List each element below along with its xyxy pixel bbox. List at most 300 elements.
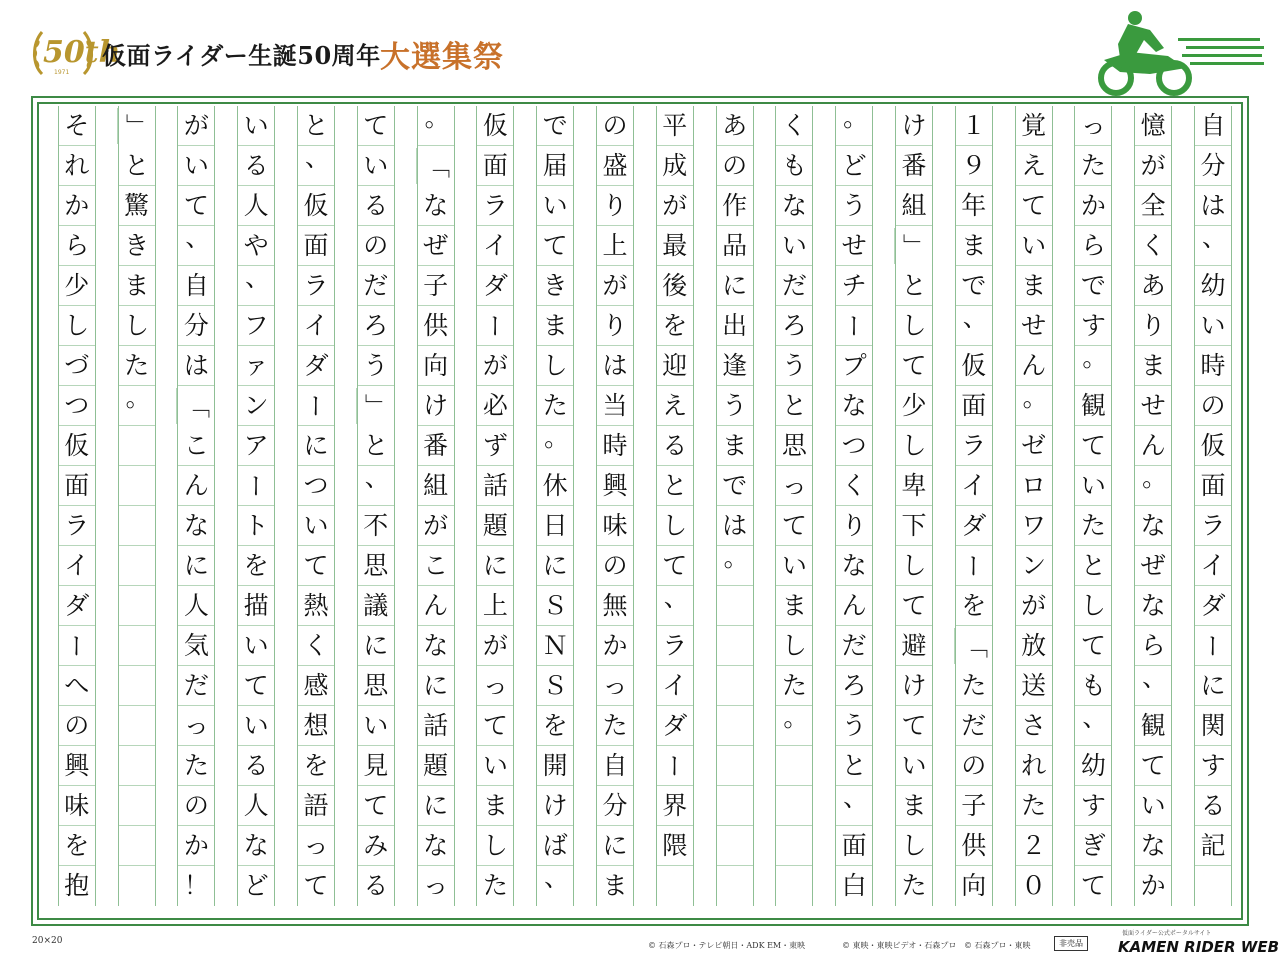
- manuscript-cell: 気: [178, 626, 214, 666]
- manuscript-cell: て: [298, 546, 334, 586]
- manuscript-cell: ト: [238, 506, 274, 546]
- manuscript-cell: 仮: [298, 186, 334, 226]
- manuscript-cell: た: [1075, 506, 1111, 546]
- manuscript-cell: 「: [954, 628, 994, 664]
- manuscript-column: [536, 106, 574, 906]
- manuscript-cell: 仮: [956, 346, 992, 386]
- manuscript-cell: た: [956, 666, 992, 706]
- manuscript-cell: て: [358, 786, 394, 826]
- manuscript-cell: 。: [1135, 466, 1171, 506]
- manuscript-cell: ら: [1135, 626, 1171, 666]
- manuscript-cell: り: [597, 186, 633, 226]
- manuscript-cell: 自: [1195, 106, 1231, 146]
- manuscript-column: [357, 106, 395, 906]
- manuscript-column: [237, 106, 275, 906]
- manuscript-cell: ん: [178, 466, 214, 506]
- manuscript-cell: く: [776, 106, 812, 146]
- manuscript-cell: が: [1135, 146, 1171, 186]
- manuscript-cell: ー: [956, 546, 992, 586]
- manuscript-cell: た: [776, 666, 812, 706]
- manuscript-cell: 避: [896, 626, 932, 666]
- manuscript-cell: は: [178, 346, 214, 386]
- manuscript-cell: か: [1140, 871, 1166, 900]
- manuscript-cell: す: [1195, 746, 1231, 786]
- manuscript-column: [775, 106, 813, 906]
- manuscript-cell: て: [896, 706, 932, 746]
- manuscript-cell: ９: [956, 146, 992, 186]
- manuscript-cell: し: [537, 346, 573, 386]
- manuscript-cell: 熱: [298, 586, 334, 626]
- manuscript-cell: イ: [298, 306, 334, 346]
- manuscript-cell: へ: [59, 666, 95, 706]
- manuscript-cell: ま: [717, 426, 753, 466]
- manuscript-cell: こ: [418, 546, 454, 586]
- manuscript-cell: れ: [1016, 746, 1052, 786]
- manuscript-cell: に: [1195, 666, 1231, 706]
- manuscript-cell: も: [1075, 666, 1111, 706]
- manuscript-cell: 人: [238, 186, 274, 226]
- manuscript-cell: 、: [1135, 666, 1171, 706]
- manuscript-cell: ワ: [1016, 506, 1052, 546]
- manuscript-cell: ま: [776, 586, 812, 626]
- manuscript-cell: に: [717, 266, 753, 306]
- manuscript-column: [656, 106, 694, 906]
- manuscript-cell: 幼: [1075, 746, 1111, 786]
- manuscript-cell: て: [896, 346, 932, 386]
- manuscript-cell: ろ: [358, 306, 394, 346]
- manuscript-cell: い: [238, 626, 274, 666]
- manuscript-cell: つ: [836, 426, 872, 466]
- manuscript-cell: の: [178, 786, 214, 826]
- manuscript-cell: ぜ: [1135, 546, 1171, 586]
- manuscript-cell: 、: [298, 146, 334, 186]
- manuscript-cell: ダ: [59, 586, 95, 626]
- manuscript-cell: な: [178, 506, 214, 546]
- manuscript-column: [417, 103, 455, 906]
- manuscript-cell: [717, 626, 753, 666]
- manuscript-cell: ん: [836, 586, 872, 626]
- manuscript-cell: り: [1135, 306, 1171, 346]
- manuscript-cell: Ｎ: [537, 626, 573, 666]
- manuscript-cell: と: [298, 106, 334, 146]
- manuscript-cell: ダ: [657, 706, 693, 746]
- manuscript-cell: や: [238, 226, 274, 266]
- manuscript-cell: 人: [178, 586, 214, 626]
- manuscript-cell: に: [537, 546, 573, 586]
- manuscript-cell: い: [1016, 226, 1052, 266]
- manuscript-cell: つ: [59, 386, 95, 426]
- manuscript-cell: も: [776, 146, 812, 186]
- manuscript-cell: 時: [597, 426, 633, 466]
- manuscript-cell: 、: [836, 786, 872, 826]
- manuscript-cell: と: [119, 146, 155, 186]
- manuscript-cell: ん: [1135, 426, 1171, 466]
- manuscript-cell: 必: [477, 386, 513, 426]
- manuscript-cell: ど: [243, 871, 269, 900]
- manuscript-cell: 全: [1135, 186, 1171, 226]
- manuscript-cell: い: [776, 226, 812, 266]
- manuscript-cell: り: [836, 506, 872, 546]
- manuscript-cell: ど: [836, 146, 872, 186]
- manuscript-cell: し: [896, 426, 932, 466]
- manuscript-cell: に: [358, 626, 394, 666]
- manuscript-cell: け: [896, 666, 932, 706]
- manuscript-cell: だ: [956, 706, 992, 746]
- manuscript-cell: あ: [1135, 266, 1171, 306]
- manuscript-cell: ら: [1075, 226, 1111, 266]
- manuscript-cell: 年: [956, 186, 992, 226]
- manuscript-cell: 想: [298, 706, 334, 746]
- manuscript-cell: っ: [477, 666, 513, 706]
- manuscript-cell: っ: [423, 871, 449, 900]
- manuscript-cell: た: [597, 706, 633, 746]
- manuscript-cell: 上: [597, 226, 633, 266]
- manuscript-cell: だ: [776, 266, 812, 306]
- site-logo: KAMEN RIDER WEB: [1118, 938, 1280, 956]
- manuscript-cell: [717, 866, 753, 906]
- manuscript-cell: て: [537, 226, 573, 266]
- manuscript-cell: し: [776, 626, 812, 666]
- manuscript-cell: を: [537, 706, 573, 746]
- copyright-text-2: © 東映・東映ビデオ・石森プロ: [842, 941, 957, 950]
- manuscript-cell: ら: [59, 226, 95, 266]
- anniversary-number: 50th: [43, 35, 121, 70]
- manuscript-cell: 送: [1016, 666, 1052, 706]
- manuscript-cell: 供: [956, 826, 992, 866]
- manuscript-cell: う: [717, 386, 753, 426]
- manuscript-cell: ー: [1195, 626, 1231, 666]
- manuscript-cell: の: [597, 546, 633, 586]
- manuscript-cell: て: [1080, 871, 1106, 900]
- manuscript-cell: そ: [59, 106, 95, 146]
- manuscript-cell: い: [896, 746, 932, 786]
- manuscript-cell: [119, 546, 155, 586]
- manuscript-cell: ン: [238, 386, 274, 426]
- manuscript-cell: て: [238, 666, 274, 706]
- manuscript-column: [58, 106, 96, 906]
- manuscript-cell: 自: [597, 746, 633, 786]
- manuscript-cell: し: [59, 306, 95, 346]
- manuscript-cell: 上: [477, 586, 513, 626]
- paper-size-label: 20×20: [32, 936, 63, 946]
- manuscript-cell: て: [1075, 426, 1111, 466]
- manuscript-cell: ぜ: [418, 226, 454, 266]
- manuscript-cell: た: [1075, 146, 1111, 186]
- manuscript-cell: う: [776, 346, 812, 386]
- manuscript-cell: ー: [298, 386, 334, 426]
- manuscript-cell: し: [1075, 586, 1111, 626]
- manuscript-cell: Ｓ: [537, 666, 573, 706]
- manuscript-cell: 盛: [597, 146, 633, 186]
- manuscript-cell: [119, 866, 155, 906]
- manuscript-cell: ま: [477, 786, 513, 826]
- manuscript-cell: 、: [544, 863, 570, 892]
- manuscript-cell: な: [418, 826, 454, 866]
- manuscript-cell: な: [1135, 506, 1171, 546]
- manuscript-cell: 幼: [1195, 266, 1231, 306]
- manuscript-cell: 分: [1195, 146, 1231, 186]
- manuscript-cell: 作: [717, 186, 753, 226]
- manuscript-cell: い: [238, 706, 274, 746]
- manuscript-cell: 、: [657, 586, 693, 626]
- manuscript-cell: っ: [597, 666, 633, 706]
- manuscript-column: [177, 106, 215, 906]
- manuscript-cell: で: [537, 106, 573, 146]
- manuscript-cell: 逢: [717, 346, 753, 386]
- manuscript-cell: [119, 426, 155, 466]
- manuscript-cell: し: [896, 826, 932, 866]
- manuscript-cell: 抱: [64, 871, 90, 900]
- manuscript-cell: 卑: [896, 466, 932, 506]
- manuscript-cell: 出: [717, 306, 753, 346]
- manuscript-cell: 休: [537, 466, 573, 506]
- manuscript-cell: ァ: [238, 346, 274, 386]
- manuscript-cell: 思: [358, 666, 394, 706]
- manuscript-cell: 、: [358, 466, 394, 506]
- manuscript-cell: た: [178, 746, 214, 786]
- manuscript-cell: つ: [298, 466, 334, 506]
- not-for-sale-badge: 非売品: [1054, 936, 1088, 951]
- manuscript-cell: ー: [238, 466, 274, 506]
- manuscript-cell: ラ: [477, 186, 513, 226]
- manuscript-cell: Ｓ: [537, 586, 573, 626]
- manuscript-cell: ん: [418, 586, 454, 626]
- manuscript-cell: い: [178, 146, 214, 186]
- manuscript-cell: い: [537, 186, 573, 226]
- manuscript-cell: 無: [597, 586, 633, 626]
- manuscript-cell: ！: [183, 871, 209, 900]
- manuscript-cell: ダ: [1195, 586, 1231, 626]
- manuscript-cell: と: [836, 746, 872, 786]
- manuscript-cell: と: [1075, 546, 1111, 586]
- manuscript-cell: た: [482, 871, 508, 900]
- manuscript-column: [1015, 106, 1053, 906]
- manuscript-cell: 少: [59, 266, 95, 306]
- manuscript-cell: 下: [896, 506, 932, 546]
- manuscript-cell: [119, 826, 155, 866]
- motorcycle-rider-icon: [1090, 8, 1268, 100]
- manuscript-cell: せ: [1016, 306, 1052, 346]
- manuscript-cell: 描: [238, 586, 274, 626]
- manuscript-cell: い: [298, 506, 334, 546]
- manuscript-cell: [657, 866, 693, 906]
- manuscript-column: [297, 106, 335, 906]
- manuscript-cell: 。: [1016, 386, 1052, 426]
- manuscript-cell: ん: [1016, 346, 1052, 386]
- manuscript-cell: 観: [1075, 386, 1111, 426]
- manuscript-cell: 自: [178, 266, 214, 306]
- manuscript-cell: 供: [418, 306, 454, 346]
- page-title: 仮面ライダー生誕50周年: [102, 41, 381, 70]
- manuscript-cell: [119, 666, 155, 706]
- manuscript-cell: 。: [717, 546, 753, 586]
- manuscript-cell: い: [1195, 306, 1231, 346]
- manuscript-cell: １: [956, 106, 992, 146]
- manuscript-cell: チ: [836, 266, 872, 306]
- manuscript-grid: [46, 103, 1242, 910]
- manuscript-cell: て: [1135, 746, 1171, 786]
- manuscript-cell: 放: [1016, 626, 1052, 666]
- manuscript-cell: 」: [117, 108, 157, 144]
- manuscript-cell: な: [418, 626, 454, 666]
- manuscript-cell: イ: [956, 466, 992, 506]
- manuscript-cell: ラ: [956, 426, 992, 466]
- manuscript-cell: く: [1135, 226, 1171, 266]
- manuscript-cell: ぎ: [1075, 826, 1111, 866]
- manuscript-cell: 仮: [477, 106, 513, 146]
- manuscript-cell: せ: [1135, 386, 1171, 426]
- manuscript-cell: な: [836, 546, 872, 586]
- manuscript-cell: き: [537, 266, 573, 306]
- manuscript-cell: た: [537, 386, 573, 426]
- manuscript-cell: ラ: [657, 626, 693, 666]
- manuscript-cell: が: [477, 346, 513, 386]
- manuscript-cell: 人: [238, 786, 274, 826]
- manuscript-cell: 。: [776, 706, 812, 746]
- manuscript-cell: 分: [597, 786, 633, 826]
- manuscript-cell: 思: [358, 546, 394, 586]
- manuscript-cell: [119, 586, 155, 626]
- manuscript-cell: [717, 706, 753, 746]
- manuscript-cell: た: [901, 871, 927, 900]
- manuscript-cell: 開: [537, 746, 573, 786]
- manuscript-cell: 面: [477, 146, 513, 186]
- manuscript-cell: に: [418, 786, 454, 826]
- manuscript-cell: く: [298, 626, 334, 666]
- manuscript-cell: は: [1195, 186, 1231, 226]
- manuscript-cell: 子: [956, 786, 992, 826]
- manuscript-cell: [717, 826, 753, 866]
- manuscript-cell: と: [776, 386, 812, 426]
- manuscript-cell: [119, 786, 155, 826]
- manuscript-cell: 向: [961, 871, 987, 900]
- manuscript-cell: で: [956, 266, 992, 306]
- manuscript-cell: 」: [894, 228, 934, 264]
- manuscript-cell: 日: [537, 506, 573, 546]
- manuscript-cell: て: [1016, 186, 1052, 226]
- manuscript-cell: す: [1075, 786, 1111, 826]
- manuscript-cell: り: [597, 306, 633, 346]
- manuscript-cell: る: [238, 146, 274, 186]
- manuscript-cell: [119, 466, 155, 506]
- manuscript-cell: け: [537, 786, 573, 826]
- manuscript-cell: 最: [657, 226, 693, 266]
- manuscript-cell: 覚: [1016, 106, 1052, 146]
- manuscript-cell: か: [59, 186, 95, 226]
- manuscript-cell: で: [1075, 266, 1111, 306]
- manuscript-cell: え: [657, 386, 693, 426]
- manuscript-cell: 。: [537, 426, 573, 466]
- anniversary-50th-icon: [30, 24, 121, 82]
- manuscript-cell: 面: [59, 466, 95, 506]
- manuscript-cell: [717, 586, 753, 626]
- manuscript-cell: い: [358, 706, 394, 746]
- manuscript-column: [955, 106, 993, 906]
- manuscript-cell: [119, 746, 155, 786]
- manuscript-cell: 。: [119, 386, 155, 426]
- manuscript-cell: い: [1075, 466, 1111, 506]
- manuscript-cell: 面: [298, 226, 334, 266]
- manuscript-cell: 少: [896, 386, 932, 426]
- manuscript-cell: か: [597, 626, 633, 666]
- manuscript-cell: 品: [717, 226, 753, 266]
- copyright-text-3: © 石森プロ・東映: [964, 941, 1031, 950]
- manuscript-cell: か: [178, 826, 214, 866]
- manuscript-cell: フ: [238, 306, 274, 346]
- manuscript-cell: 届: [537, 146, 573, 186]
- manuscript-cell: っ: [776, 466, 812, 506]
- manuscript-cell: の: [358, 226, 394, 266]
- manuscript-cell: [1195, 866, 1231, 906]
- manuscript-cell: を: [956, 586, 992, 626]
- manuscript-cell: ー: [657, 746, 693, 786]
- manuscript-cell: イ: [657, 666, 693, 706]
- manuscript-cell: だ: [178, 666, 214, 706]
- manuscript-cell: て: [477, 706, 513, 746]
- manuscript-cell: い: [238, 106, 274, 146]
- manuscript-cell: 時: [1195, 346, 1231, 386]
- manuscript-cell: 思: [776, 426, 812, 466]
- manuscript-cell: て: [1075, 626, 1111, 666]
- manuscript-cell: [717, 666, 753, 706]
- manuscript-cell: っ: [298, 826, 334, 866]
- manuscript-cell: 平: [657, 106, 693, 146]
- manuscript-cell: ダ: [298, 346, 334, 386]
- manuscript-cell: が: [418, 506, 454, 546]
- manuscript-cell: な: [836, 386, 872, 426]
- manuscript-cell: て: [776, 506, 812, 546]
- manuscript-cell: て: [178, 186, 214, 226]
- manuscript-cell: 興: [59, 746, 95, 786]
- manuscript-column: [1134, 106, 1172, 906]
- manuscript-cell: [776, 866, 812, 906]
- page-title-accent: 大選集祭: [380, 40, 504, 75]
- manuscript-cell: 「: [416, 148, 456, 184]
- manuscript-cell: 成: [657, 146, 693, 186]
- manuscript-column: [1074, 106, 1112, 906]
- manuscript-cell: て: [358, 106, 394, 146]
- manuscript-cell: ま: [896, 786, 932, 826]
- manuscript-cell: に: [178, 546, 214, 586]
- manuscript-cell: ろ: [836, 666, 872, 706]
- manuscript-cell: に: [418, 666, 454, 706]
- manuscript-cell: け: [418, 386, 454, 426]
- manuscript-cell: 仮: [59, 426, 95, 466]
- manuscript-cell: ダ: [956, 506, 992, 546]
- manuscript-cell: と: [657, 466, 693, 506]
- manuscript-cell: を: [298, 746, 334, 786]
- manuscript-cell: が: [597, 266, 633, 306]
- manuscript-cell: ２: [1016, 826, 1052, 866]
- manuscript-cell: る: [358, 186, 394, 226]
- manuscript-cell: な: [238, 826, 274, 866]
- manuscript-cell: 番: [418, 426, 454, 466]
- manuscript-cell: だ: [358, 266, 394, 306]
- manuscript-cell: で: [717, 466, 753, 506]
- manuscript-cell: 見: [358, 746, 394, 786]
- manuscript-cell: 語: [298, 786, 334, 826]
- manuscript-cell: [119, 506, 155, 546]
- manuscript-cell: 迎: [657, 346, 693, 386]
- manuscript-cell: て: [657, 546, 693, 586]
- manuscript-cell: 。: [1075, 346, 1111, 386]
- manuscript-cell: く: [836, 466, 872, 506]
- manuscript-cell: と: [358, 426, 394, 466]
- manuscript-cell: プ: [836, 346, 872, 386]
- manuscript-cell: 界: [657, 786, 693, 826]
- manuscript-cell: は: [717, 506, 753, 546]
- manuscript-cell: 驚: [119, 186, 155, 226]
